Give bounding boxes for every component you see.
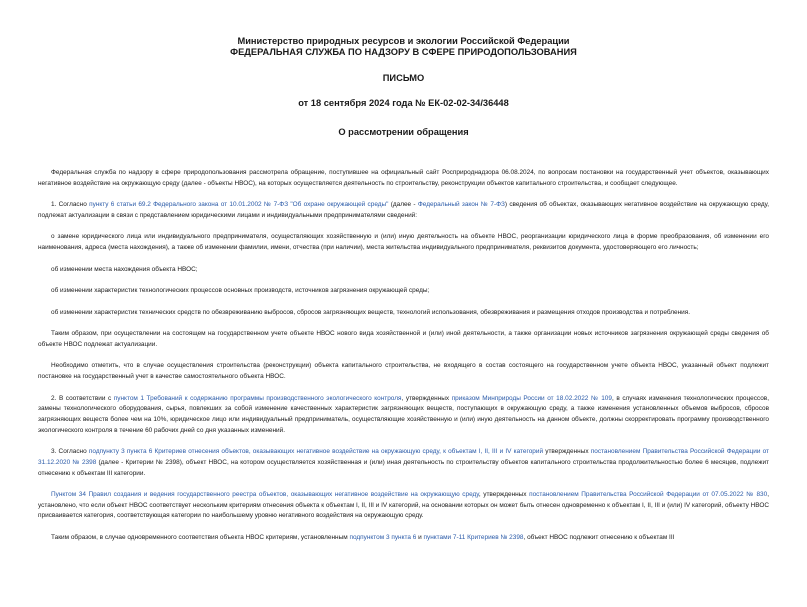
paragraph-process-change: об изменении характеристик технологических процессов основных производств, источников загрязнения окружающей среды;	[51, 287, 430, 295]
link-resolution-2398[interactable]: постановлением Правительства Российской Федерации от 31.12.2020 № 2398	[38, 448, 770, 466]
document-date-number: от 18 сентября 2024 года № ЕК-02-02-34/36448	[298, 98, 509, 108]
paragraph-conclusion-2: Таким образом, в случае одновременного соответствия объекта НВОС критериям, установленным подпунктом 3 пункта 6 и пунктами 7-11 Критериев № 2398, объект НВОС подлежит отнесению к объектам III	[51, 533, 675, 541]
ministry-name: Министерство природных ресурсов и экологии Российской Федерации	[237, 36, 570, 46]
paragraph-replacement: о замене юридического лица или индивидуального предпринимателя, осуществляющих хозяйственную и (или) иную деятельность на объекте НВОС, реорганизации юридического лица в форме преобразования, об изменении его наименования, адреса (места нахождения), а также об изменении фамилии, имени, отчества (при наличии), места жительства индивидуального предпринимателя, реквизитов документа, удостоверяющего его личность;	[38, 233, 769, 252]
service-name: ФЕДЕРАЛЬНАЯ СЛУЖБА ПО НАДЗОРУ В СФЕРЕ ПРИРОДОПОЛЬЗОВАНИЯ	[230, 47, 577, 57]
paragraph-intro: Федеральная служба по надзору в сфере природопользования рассмотрела обращение, поступившее на официальный сайт Росприроднадзора 06.08.2024, по вопросам постановки на государственный учет объектов, оказывающих негативное воздействие на окружающую среду (далее - объекты НВОС), на которых осуществляется деятельность по строительству, реконструкции объектов капитального строительства, и сообщает следующее.	[38, 169, 769, 187]
document-type: ПИСЬМО	[382, 73, 425, 83]
document-subject: О рассмотрении обращения	[338, 127, 469, 137]
link-criteria-p7-11[interactable]: пунктами 7-11	[423, 533, 466, 541]
link-rules-p34[interactable]: Пунктом 34 Правил создания и ведения государственного реестра объектов, оказывающих негативное воздействие на окружающую среду	[51, 491, 479, 499]
paragraph-1: 1. Согласно пункту 6 статьи 69.2 Федерального закона от 10.01.2002 № 7-ФЗ "Об охране окружающей среды" (далее - Федеральный закон № 7-ФЗ) сведения об объектах, оказывающих негативное воздействие на окружающую среду, подлежат актуализации в связи с представлением юридическими лицами и индивидуальными предпринимателями сведений:	[38, 201, 770, 219]
paragraph-equipment-change: об изменении характеристик технических средств по обезвреживанию выбросов, сбросов загрязняющих веществ, технологий использования, обезвреживания и размещения отходов производства и потребления.	[51, 308, 690, 316]
paragraph-2: 2. В соответствии с пунктом 1 Требований к содержанию программы производственного экологического контроля, утвержденных приказом Минприроды России от 18.02.2022 № 109, в случаях изменения технологических процессов, замены технологического оборудования, сырья, повлекших за собой изменение качественных характеристик загрязняющих веществ, поступающих в окружающую среду, а также изменения установленных объемов выбросов, сбросов загрязняющих веществ более чем на 10%, юридическое лицо или индивидуальный предприниматель, осуществляющие хозяйственную и (или) иную деятельность на данном объекте, должны скорректировать программу производственного экологического контроля в течение 60 рабочих дней со дня указанных изменений.	[38, 394, 769, 434]
link-law-7fz-art-69-2[interactable]: пункту 6 статьи 69.2 Федерального закона от 10.01.2002 № 7-ФЗ "Об охране окружающей среды"	[89, 201, 389, 209]
link-criteria-2398[interactable]: Критериев № 2398	[467, 533, 524, 541]
paragraph-registry-rules: Пунктом 34 Правил создания и ведения государственного реестра объектов, оказывающих негативное воздействие на окружающую среду, утвержденных постановлением Правительства Российской Федерации от 07.05.2022 № 830, установлено, что если объект НВОС соответствует нескольким критериям отнесения объекта к объектам I, II, III и IV категорий, на основании которых он может быть отнесен одновременно к объектам I, II, III и (или) IV категорий, объекту НВОС присваивается категория, соответствующая категории по наибольшему уровню негативного воздействия на окружающую среду.	[38, 491, 769, 520]
link-resolution-830[interactable]: постановлением Правительства Российской Федерации от 07.05.2022 № 830	[529, 491, 768, 499]
link-law-7fz[interactable]: Федеральный закон № 7-ФЗ	[417, 201, 505, 209]
paragraph-note: Необходимо отметить, что в случае осуществления строительства (реконструкции) объекта капитального строительства, не входящего в состав состоящего на государственном учете объекта НВОС, указанный объект подлежит постановке на государственный учет в качестве самостоятельного объекта НВОС.	[38, 362, 769, 381]
link-criteria-p6[interactable]: подпункту 3 пункта 6 Критериев отнесения объектов, оказывающих негативное воздействие на окружающую среду, к объектам I, II, III и IV категорий	[88, 448, 544, 456]
link-order-109[interactable]: приказом Минприроды России от 18.02.2022 № 109	[451, 394, 612, 402]
link-pek-requirements[interactable]: пунктом 1 Требований к содержанию программы производственного экологического контроля	[113, 394, 402, 402]
paragraph-location-change: об изменении места нахождения объекта НВОС;	[51, 265, 198, 273]
link-criteria-sub3-p6[interactable]: подпунктом 3 пункта 6	[349, 533, 417, 541]
paragraph-conclusion-1: Таким образом, при осуществлении на состоящем на государственном учете объекте НВОС нового вида хозяйственной и (или) иной деятельности, а также организации новых источников загрязнения окружающей среды сведения об объекте НВОС подлежат актуализации.	[38, 330, 769, 348]
paragraph-3: 3. Согласно подпункту 3 пункта 6 Критериев отнесения объектов, оказывающих негативное воздействие на окружающую среду, к объектам I, II, III и IV категорий утвержденных постановлением Правительства Российской Федерации от 31.12.2020 № 2398 (далее - Критерии № 2398), объект НВОС, на котором осуществляется хозяйственная и (или) иная деятельность по строительству объектов капитального строительства продолжительностью более 6 месяцев, подлежит отнесению к объектам III категории.	[38, 448, 770, 477]
document-body	[38, 168, 769, 544]
document-header	[38, 36, 769, 138]
document-page	[0, 36, 807, 607]
